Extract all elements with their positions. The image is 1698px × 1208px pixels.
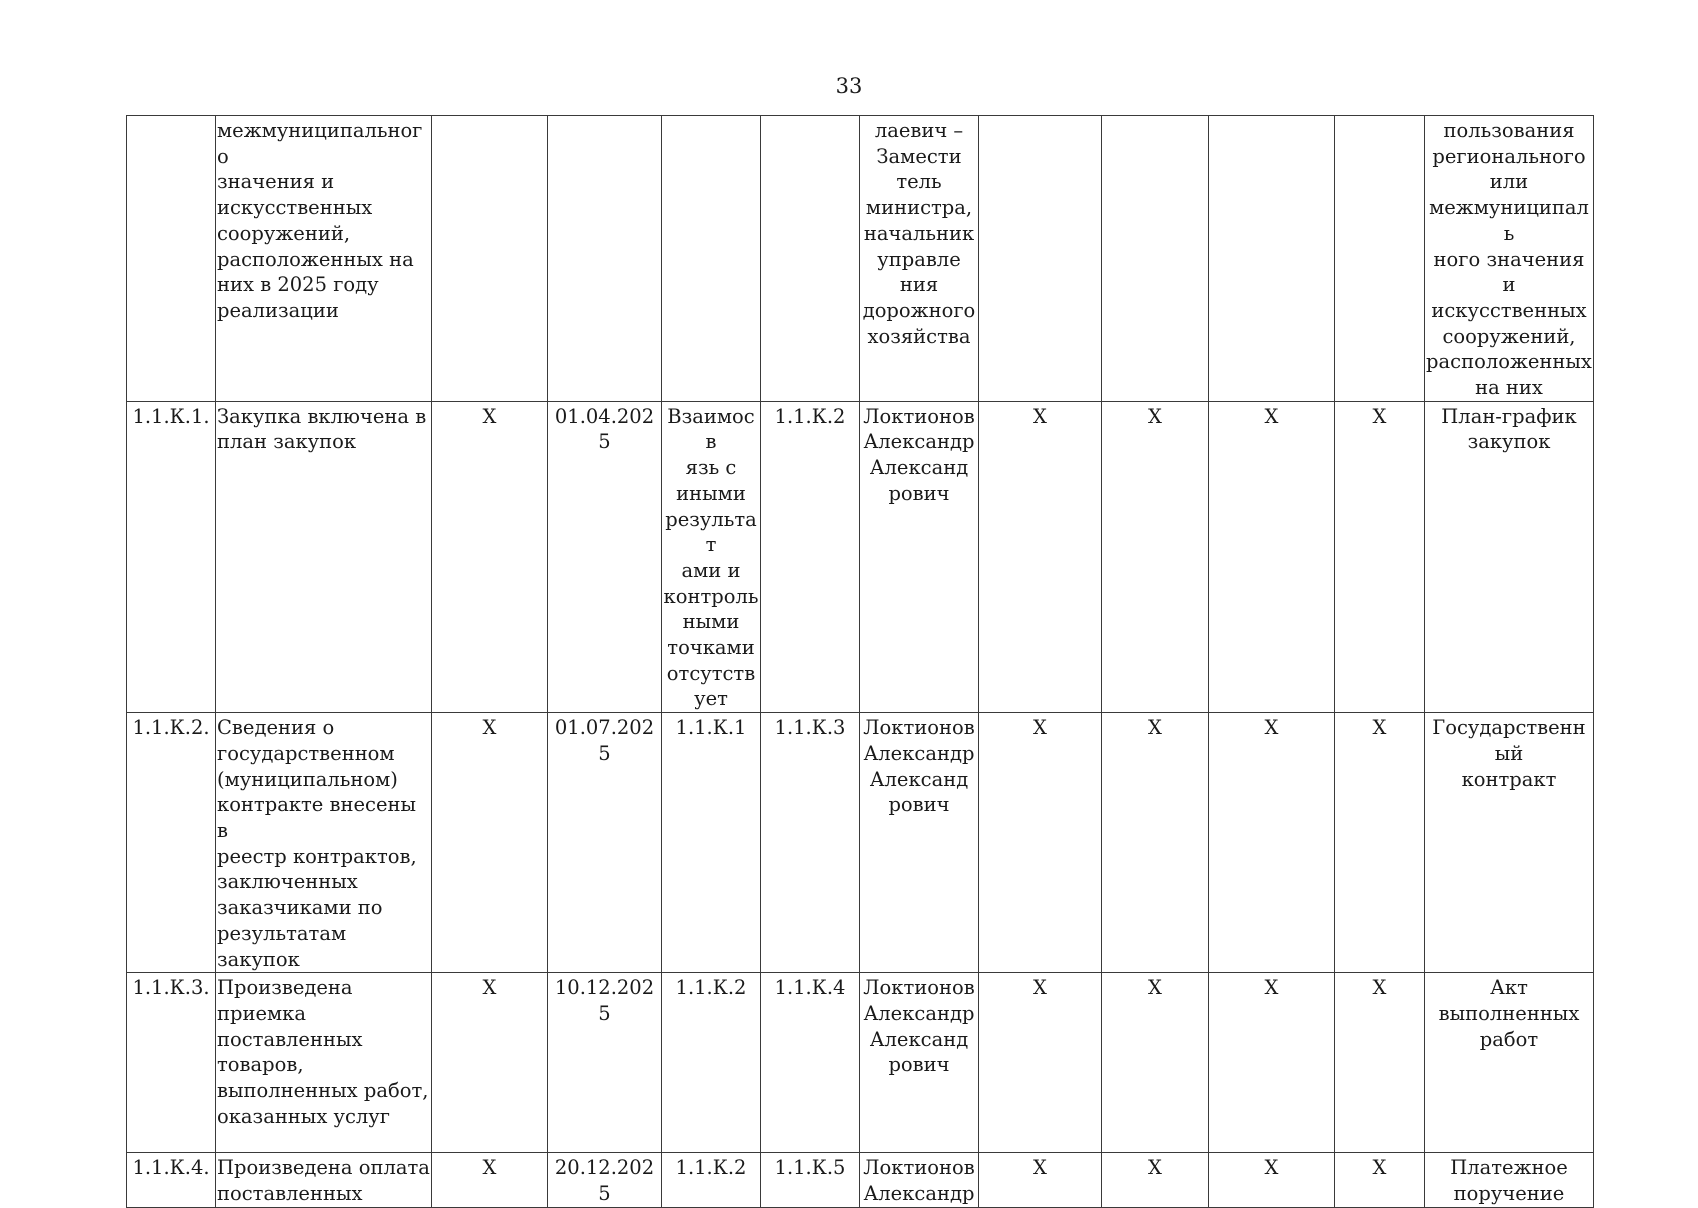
responsible-cell: Локтионов Александр Александ рович (860, 973, 979, 1153)
x-cell: Х (1335, 713, 1425, 973)
table-row (127, 713, 1594, 973)
x-cell (979, 116, 1102, 402)
code-cell: 1.1.К.4. (127, 1153, 216, 1208)
responsible-cell: Локтионов Александр (860, 1153, 979, 1208)
predecessor-cell: 1.1.К.1 (662, 713, 761, 973)
x-cell (432, 116, 548, 402)
responsible-cell: Локтионов Александр Александ рович (860, 713, 979, 973)
x-cell: Х (979, 973, 1102, 1153)
document-cell: Государственный контракт (1425, 713, 1594, 973)
successor-cell (761, 116, 860, 402)
x-cell: Х (432, 1153, 548, 1208)
x-cell: Х (1209, 401, 1335, 712)
control-points-table (126, 115, 1594, 1208)
x-cell: Х (432, 973, 548, 1153)
x-cell: Х (1102, 713, 1209, 973)
name-cell: межмуниципального значения и искусственных сооружений, расположенных на них в 2025 году реализации (216, 116, 432, 402)
date-cell: 10.12.2025 (548, 973, 662, 1153)
table-row (127, 401, 1594, 712)
predecessor-cell: 1.1.К.2 (662, 973, 761, 1153)
x-cell: Х (1335, 1153, 1425, 1208)
successor-cell: 1.1.К.3 (761, 713, 860, 973)
document-cell: Акт выполненных работ (1425, 973, 1594, 1153)
code-cell: 1.1.К.2. (127, 713, 216, 973)
date-cell: 01.04.2025 (548, 401, 662, 712)
document-cell: План-график закупок (1425, 401, 1594, 712)
document-cell: пользования регионального или межмуниципаль ного значения и искусственных сооружений, расположенных на них (1425, 116, 1594, 402)
x-cell (1102, 116, 1209, 402)
x-cell (1209, 116, 1335, 402)
successor-cell: 1.1.К.5 (761, 1153, 860, 1208)
page-number: 33 (835, 74, 863, 98)
x-cell: Х (979, 401, 1102, 712)
predecessor-cell: 1.1.К.2 (662, 1153, 761, 1208)
predecessor-cell (662, 116, 761, 402)
x-cell: Х (432, 713, 548, 973)
x-cell: Х (1209, 973, 1335, 1153)
code-cell: 1.1.К.3. (127, 973, 216, 1153)
name-cell: Произведена оплата поставленных (216, 1153, 432, 1208)
code-cell (127, 116, 216, 402)
x-cell: Х (1335, 401, 1425, 712)
name-cell: Закупка включена в план закупок (216, 401, 432, 712)
predecessor-cell: Взаимосв язь с иными результат ами и контроль ными точками отсутств ует (662, 401, 761, 712)
x-cell: Х (1209, 1153, 1335, 1208)
x-cell: Х (1335, 973, 1425, 1153)
x-cell: Х (432, 401, 548, 712)
responsible-cell: Локтионов Александр Александ рович (860, 401, 979, 712)
x-cell: Х (1102, 401, 1209, 712)
successor-cell: 1.1.К.4 (761, 973, 860, 1153)
date-cell (548, 116, 662, 402)
name-cell: Произведена приемка поставленных товаров, выполненных работ, оказанных услуг (216, 973, 432, 1153)
x-cell: Х (1102, 973, 1209, 1153)
x-cell: Х (1209, 713, 1335, 973)
table-row (127, 1153, 1594, 1208)
responsible-cell: лаевич – Замести тель министра, начальник управле ния дорожного хозяйства (860, 116, 979, 402)
date-cell: 20.12.2025 (548, 1153, 662, 1208)
x-cell: Х (979, 1153, 1102, 1208)
code-cell: 1.1.К.1. (127, 401, 216, 712)
document-cell: Платежное поручение (1425, 1153, 1594, 1208)
successor-cell: 1.1.К.2 (761, 401, 860, 712)
table-row (127, 116, 1594, 402)
x-cell: Х (979, 713, 1102, 973)
name-cell: Сведения о государственном (муниципальном) контракте внесены в реестр контрактов, заключенных заказчиками по результатам закупок (216, 713, 432, 973)
x-cell: Х (1102, 1153, 1209, 1208)
x-cell (1335, 116, 1425, 402)
date-cell: 01.07.2025 (548, 713, 662, 973)
table-row (127, 973, 1594, 1153)
